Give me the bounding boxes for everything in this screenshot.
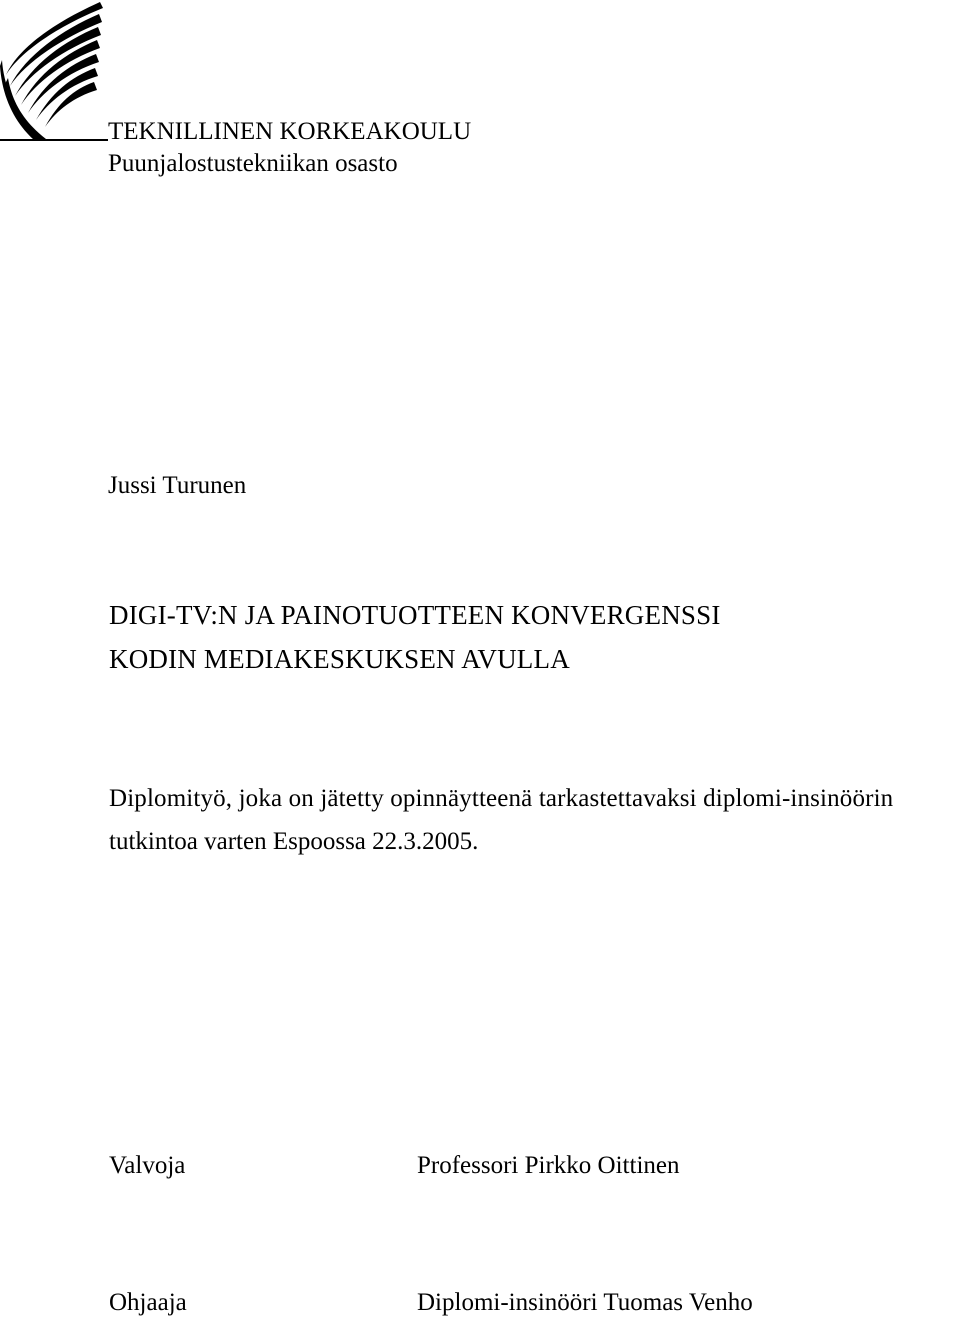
thesis-title-line-1: DIGI-TV:N JA PAINOTUOTTEEN KONVERGENSSI [109,600,721,630]
instructor-label: Ohjaaja [109,1289,187,1316]
thesis-description-line-2: tutkintoa varten Espoossa 22.3.2005. [109,828,479,855]
author-name: Jussi Turunen [108,472,247,499]
instructor-name: Diplomi-insinööri Tuomas Venho [417,1289,753,1316]
supervisor-name: Professori Pirkko Oittinen [417,1152,680,1179]
department-name: Puunjalostustekniikan osasto [108,150,398,177]
institution-name: TEKNILLINEN KORKEAKOULU [108,118,472,145]
logo-underline [0,139,108,141]
supervisor-label: Valvoja [109,1152,186,1179]
university-logo [0,0,108,142]
thesis-title-line-2: KODIN MEDIAKESKUKSEN AVULLA [109,644,570,674]
thesis-description-line-1: Diplomityö, joka on jätetty opinnäytteenä tarkastettavaksi diplomi-insinöörin [109,785,894,812]
